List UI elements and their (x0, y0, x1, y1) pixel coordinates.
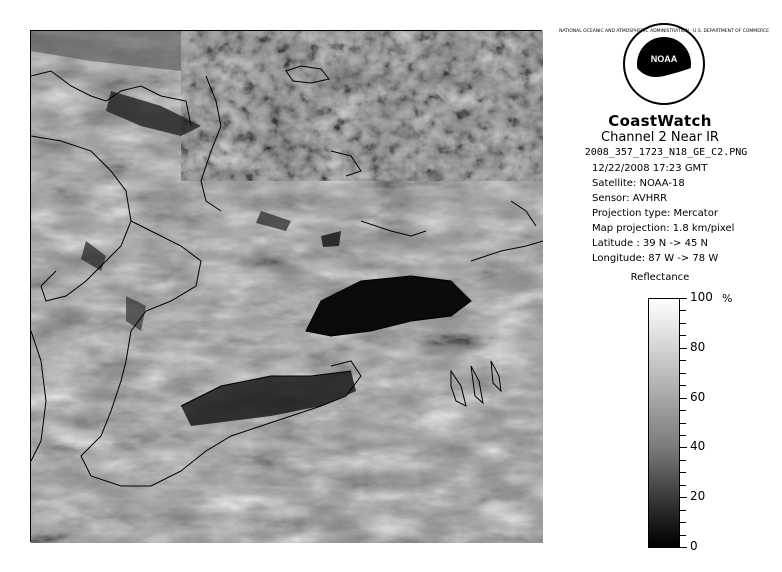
scale-tick (680, 323, 686, 324)
scale-unit: % (722, 292, 733, 305)
scale-tick (680, 398, 687, 399)
scale-tick (680, 472, 686, 473)
scale-tick (680, 485, 686, 486)
scale-tick (680, 510, 686, 511)
scale-tick (680, 460, 686, 461)
scale-tick (680, 335, 686, 336)
filename-label: 2008_357_1723_N18_GE_C2.PNG (584, 147, 748, 158)
longitude-label: Longitude: 87 W -> 78 W (592, 253, 719, 264)
datetime-label: 12/22/2008 17:23 GMT (592, 163, 708, 174)
noaa-logo-text: NOAA (650, 54, 678, 64)
scale-tick (680, 298, 687, 299)
scale-title: Reflectance (630, 272, 690, 283)
scale-tick (680, 497, 687, 498)
channel-label: Channel 2 Near IR (601, 130, 719, 145)
scale-tick (680, 360, 686, 361)
scale-tick (680, 522, 686, 523)
product-title: CoastWatch (608, 112, 712, 130)
satellite-image (30, 30, 542, 542)
noaa-logo (559, 22, 769, 106)
scale-tick-label: 20 (690, 489, 706, 503)
scale-tick (680, 348, 687, 349)
scale-tick (680, 410, 686, 411)
scale-tick-label: 0 (690, 539, 698, 553)
scale-tick (680, 373, 686, 374)
map-projection-label: Map projection: 1.8 km/pixel (592, 223, 735, 234)
scale-tick-label: 80 (690, 340, 706, 354)
scale-tick (680, 423, 686, 424)
reflectance-scale-bar (648, 298, 680, 548)
scale-tick-label: 40 (690, 439, 706, 453)
scale-tick (680, 310, 686, 311)
satellite-label: Satellite: NOAA-18 (592, 178, 685, 189)
scale-tick (680, 447, 687, 448)
projection-type-label: Projection type: Mercator (592, 208, 718, 219)
noaa-logo-ring-text: NATIONAL OCEANIC AND ATMOSPHERIC ADMINISTRATION · U.S. DEPARTMENT OF COMMERCE (559, 29, 769, 34)
satellite-image-svg (31, 31, 543, 543)
scale-tick (680, 385, 686, 386)
scale-tick (680, 535, 686, 536)
latitude-label: Latitude : 39 N -> 45 N (592, 238, 708, 249)
scale-tick-label: 60 (690, 390, 706, 404)
scale-tick (680, 547, 687, 548)
scale-tick (680, 435, 686, 436)
scale-tick-label: 100 (690, 290, 713, 304)
sensor-label: Sensor: AVHRR (592, 193, 668, 204)
